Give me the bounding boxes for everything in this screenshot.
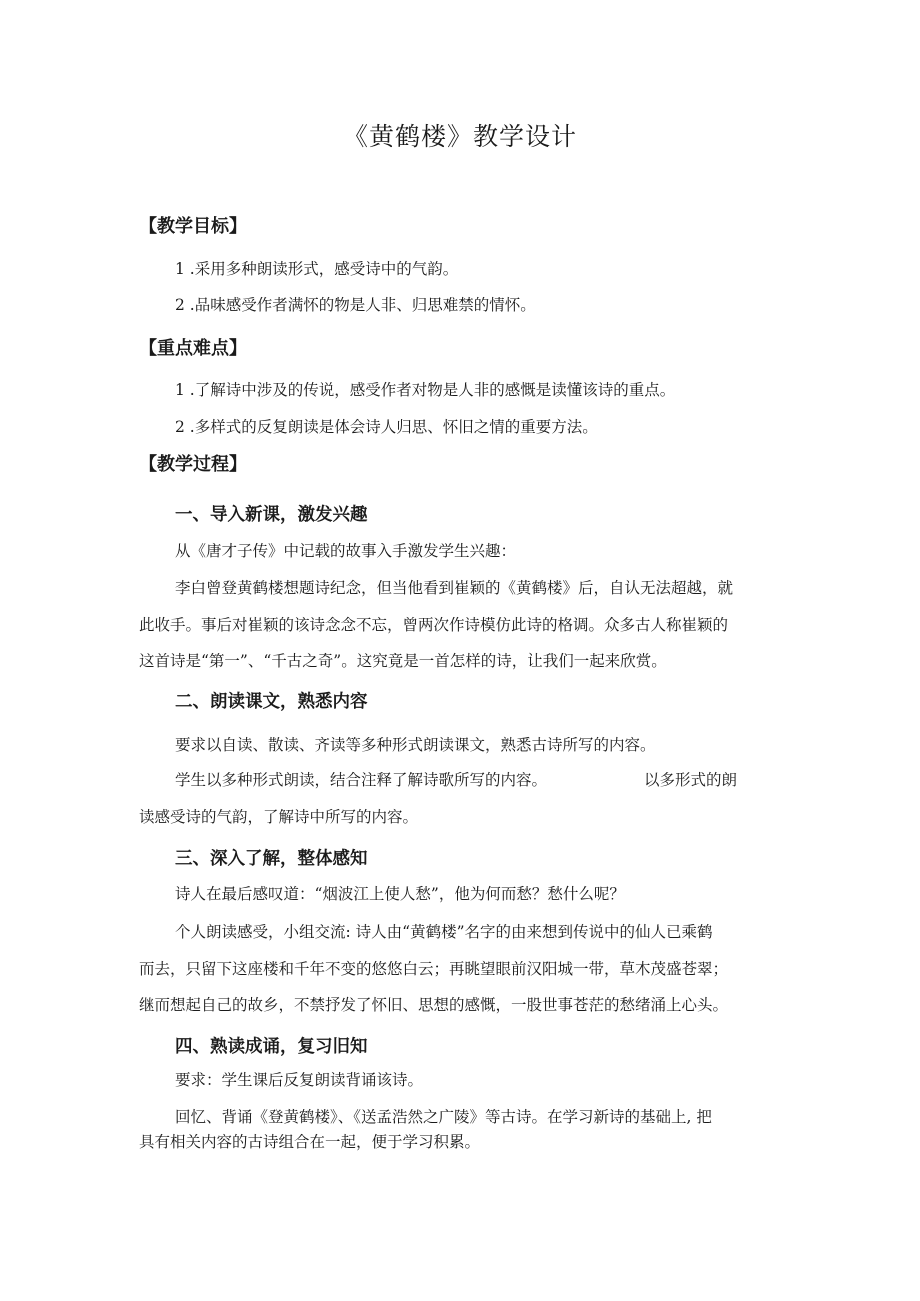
- paragraph: 要求以自读、散读、齐读等多种形式朗读课文，熟悉古诗所写的内容。: [175, 736, 656, 754]
- subsection-heading-1: 一、导入新课，激发兴趣: [175, 505, 368, 525]
- paragraph-line: 继而想起自己的故乡，不禁抒发了怀旧、思想的感慨，一股世事苍茫的愁绪涌上心头。: [139, 996, 729, 1014]
- paragraph-line: 读感受诗的气韵，了解诗中所写的内容。: [139, 808, 419, 826]
- key-point-item-1: 1 .了解诗中涉及的传说，感受作者对物是人非的感慨是读懂该诗的重点。: [175, 381, 676, 399]
- paragraph-line: 个人朗读感受，小组交流: 诗人由“黄鹤楼”名字的由来想到传说中的仙人已乘鹤: [175, 923, 713, 941]
- paragraph-line: 这首诗是“第一”、“千古之奇”。这究竟是一首怎样的诗，让我们一起来欣赏。: [139, 652, 667, 670]
- paragraph-line: 回忆、背诵《登黄鹤楼》、《送孟浩然之广陵》等古诗。在学习新诗的基础上, 把: [175, 1108, 712, 1126]
- goal-item-2: 2 .品味感受作者满怀的物是人非、归思难禁的情怀。: [175, 296, 536, 314]
- paragraph-line: 而去，只留下这座楼和千年不变的悠悠白云；再眺望眼前汉阳城一带，草木茂盛苍翠；: [139, 960, 729, 978]
- section-heading-goals: 【教学目标】: [139, 216, 247, 237]
- paragraph-line: 此收手。事后对崔颖的该诗念念不忘，曾两次作诗模仿此诗的格调。众多古人称崔颖的: [139, 616, 729, 634]
- paragraph-line: 李白曾登黄鹤楼想题诗纪念，但当他看到崔颖的《黄鹤楼》后，自认无法超越，就: [175, 579, 734, 597]
- paragraph-line: 具有相关内容的古诗组合在一起，便于学习积累。: [139, 1133, 481, 1151]
- key-point-item-2: 2 .多样式的反复朗读是体会诗人归思、怀旧之情的重要方法。: [175, 418, 598, 436]
- subsection-heading-4: 四、熟读成诵，复习旧知: [175, 1037, 368, 1057]
- document-title: 《黄鹤楼》教学设计: [342, 122, 577, 151]
- section-heading-key-points: 【重点难点】: [139, 338, 247, 359]
- subsection-heading-3: 三、深入了解，整体感知: [175, 849, 368, 869]
- paragraph-line: 学生以多种形式朗读，结合注释了解诗歌所写的内容。: [175, 771, 548, 789]
- paragraph: 从《唐才子传》中记载的故事入手激发学生兴趣：: [175, 542, 517, 560]
- section-heading-process: 【教学过程】: [139, 454, 247, 475]
- paragraph: 要求：学生课后反复朗读背诵该诗。: [175, 1071, 424, 1089]
- goal-item-1: 1 .采用多种朗读形式，感受诗中的气韵。: [175, 260, 459, 278]
- paragraph-line-fragment: 以多形式的朗: [644, 771, 738, 789]
- subsection-heading-2: 二、朗读课文，熟悉内容: [175, 692, 368, 712]
- paragraph: 诗人在最后感叹道：“烟波江上使人愁”，他为何而愁？愁什么呢？: [175, 885, 625, 903]
